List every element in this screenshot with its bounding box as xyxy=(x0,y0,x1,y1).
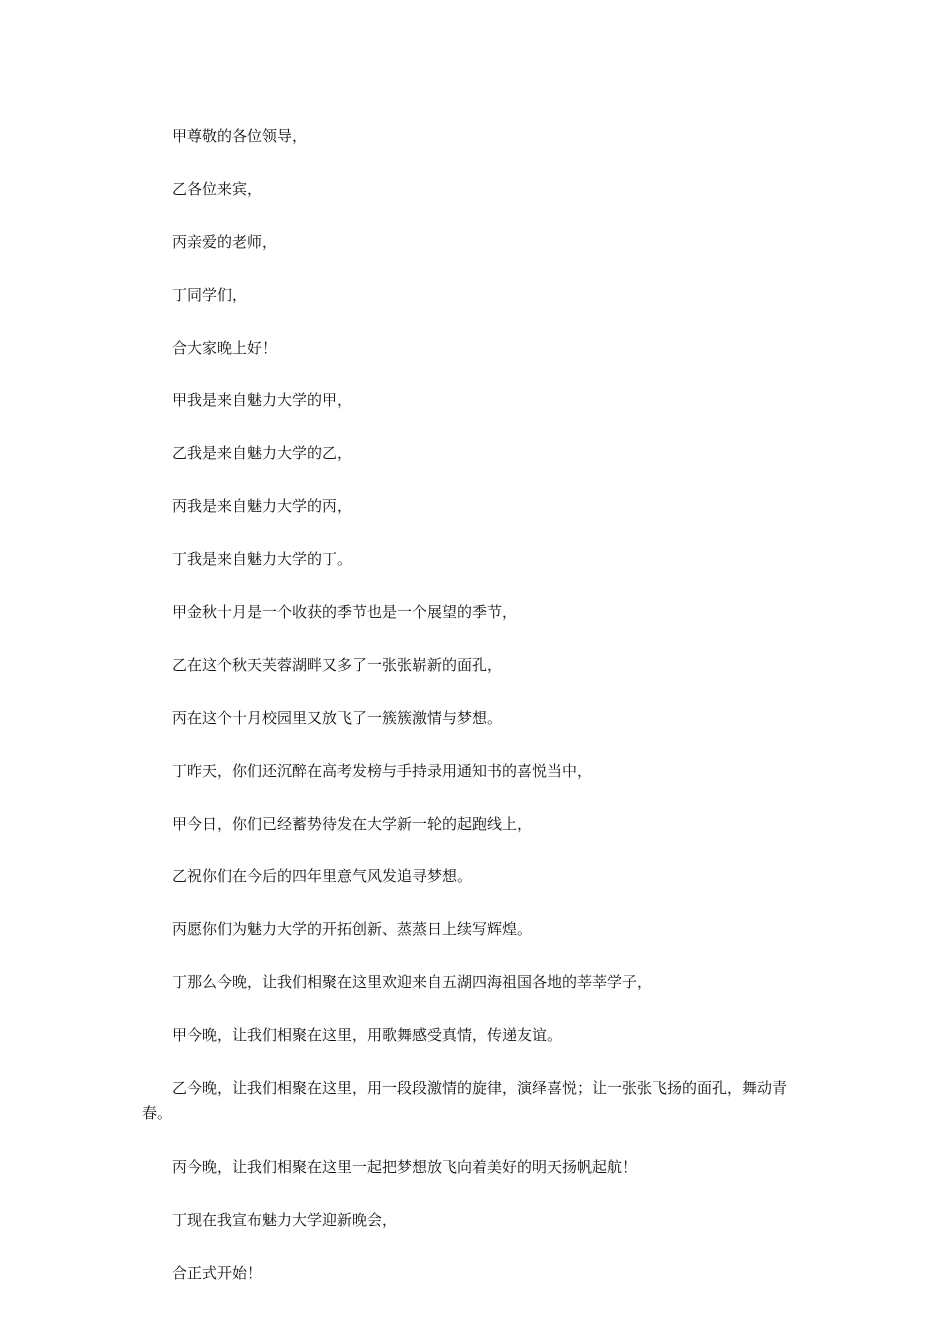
paragraph-21: 丁现在我宣布魅力大学迎新晚会， xyxy=(172,1210,398,1229)
paragraph-9: 丁我是来自魅力大学的丁。 xyxy=(172,550,353,569)
paragraph-16: 丙愿你们为魅力大学的开拓创新、蒸蒸日上续写辉煌。 xyxy=(172,920,533,939)
paragraph-1: 甲尊敬的各位领导， xyxy=(172,127,308,145)
document-body xyxy=(142,124,810,1314)
paragraph-3: 丙亲爱的老师， xyxy=(172,232,278,251)
paragraph-15: 乙祝你们在今后的四年里意气风发追寻梦想。 xyxy=(172,867,473,886)
paragraph-4: 丁同学们， xyxy=(172,285,248,304)
paragraph-6: 甲我是来自魅力大学的甲， xyxy=(172,391,353,410)
paragraph-14: 甲今日，你们已经蓄势待发在大学新一轮的起跑线上， xyxy=(172,814,533,833)
paragraph-20: 丙今晚，让我们相聚在这里一起把梦想放飞向着美好的明天扬帆起航！ xyxy=(172,1157,638,1176)
paragraph-19: 乙今晚，让我们相聚在这里，用一段段激情的旋律，演绎喜悦；让一张张飞扬的面孔，舞动青春。 xyxy=(142,1079,788,1123)
paragraph-12: 丙在这个十月校园里又放飞了一簇簇激情与梦想。 xyxy=(172,708,503,727)
paragraph-11: 乙在这个秋天芙蓉湖畔又多了一张张崭新的面孔， xyxy=(172,655,503,674)
paragraph-22: 合正式开始！ xyxy=(172,1263,263,1282)
paragraph-7: 乙我是来自魅力大学的乙， xyxy=(172,444,353,463)
paragraph-17: 丁那么今晚，让我们相聚在这里欢迎来自五湖四海祖国各地的莘莘学子， xyxy=(172,973,653,992)
paragraph-8: 丙我是来自魅力大学的丙， xyxy=(172,497,353,516)
paragraph-13: 丁昨天，你们还沉醉在高考发榜与手持录用通知书的喜悦当中， xyxy=(172,761,593,780)
paragraph-5: 合大家晚上好！ xyxy=(172,338,278,357)
paragraph-2: 乙各位来宾， xyxy=(172,179,263,198)
paragraph-18: 甲今晚，让我们相聚在这里，用歌舞感受真情，传递友谊。 xyxy=(172,1026,563,1045)
paragraph-10: 甲金秋十月是一个收获的季节也是一个展望的季节， xyxy=(172,603,518,622)
